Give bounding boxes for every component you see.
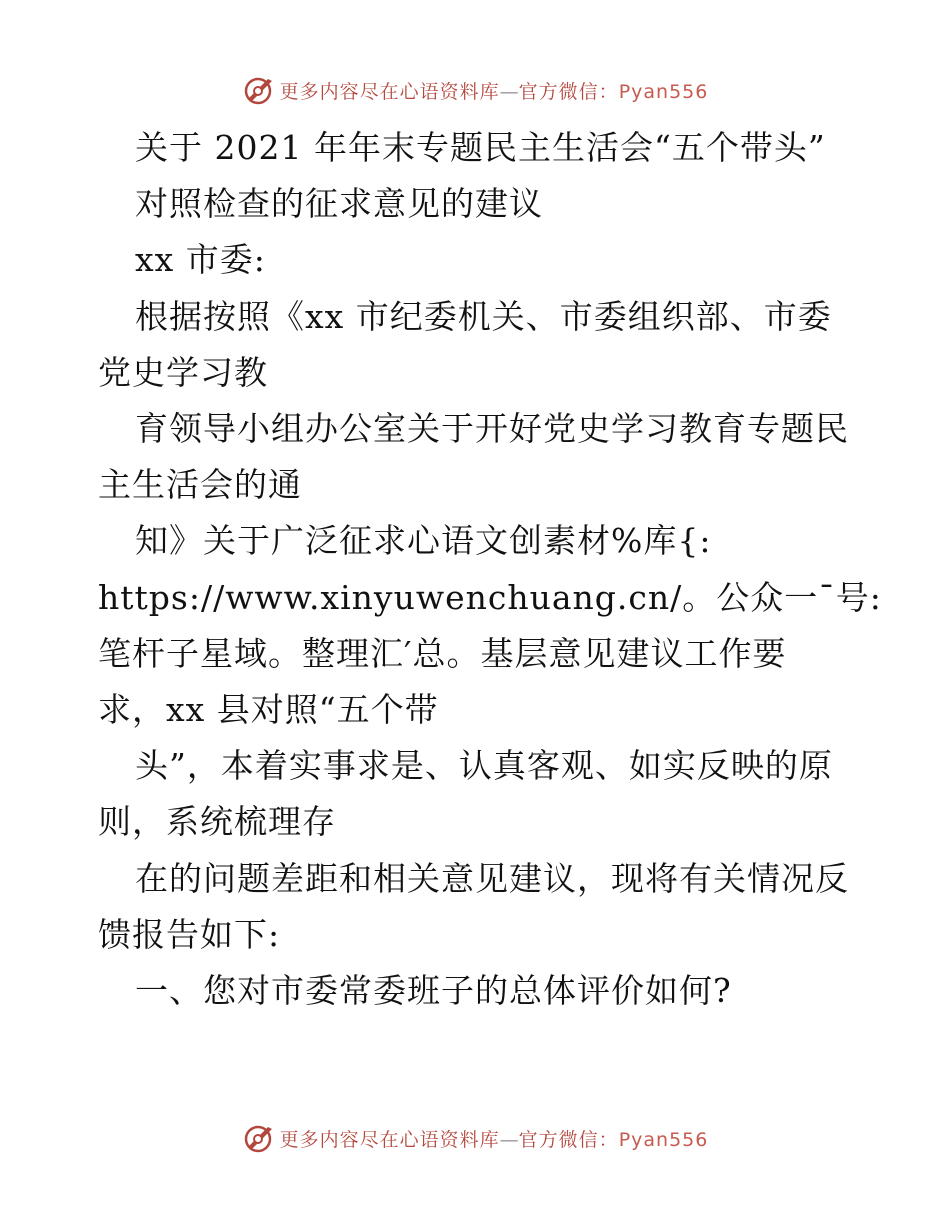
body-line: 党史学习教 xyxy=(98,352,268,392)
watermark-contact-id: Pyan556 xyxy=(618,80,709,103)
watermark-site-text: 更多内容尽在心语资料库 xyxy=(279,80,500,103)
footer-watermark xyxy=(0,1118,950,1158)
body-line: 求，xx 县对照“五个带 xyxy=(98,690,439,730)
watermark-dash: — xyxy=(499,1128,519,1151)
body-line: 头”，本着实事求是、认真客观、如实反映的原 xyxy=(135,746,833,786)
body-line: 育领导小组办公室关于开好党史学习教育专题民 xyxy=(135,409,849,449)
body-line: 则，系统梳理存 xyxy=(98,802,336,842)
body-line: 根据按照《xx 市纪委机关、市委组织部、市委 xyxy=(135,296,832,336)
body-line: 对照检查的征求意见的建议 xyxy=(135,184,543,224)
body-line: 在的问题差距和相关意见建议，现将有关情况反 xyxy=(135,858,849,898)
watermark-contact-label: 官方微信： xyxy=(518,1128,619,1151)
body-line: 主生活会的通 xyxy=(98,465,302,505)
body-line: 馈报告如下: xyxy=(98,914,281,954)
document-body xyxy=(98,120,882,1019)
header-watermark xyxy=(0,70,950,110)
body-line: 笔杆子星域。整理汇′总。基层意见建议工作要 xyxy=(98,633,787,673)
watermark-contact-label: 官方微信： xyxy=(518,80,619,103)
section-heading: 一、您对市委常委班子的总体评价如何? xyxy=(135,971,732,1011)
body-line: xx 市委: xyxy=(135,240,266,280)
watermark-contact-id: Pyan556 xyxy=(618,1128,709,1151)
body-line: 知》关于广泛征求心语文创素材%库{: xyxy=(135,521,712,561)
watermark-site-text: 更多内容尽在心语资料库 xyxy=(279,1128,500,1151)
body-line-url: https://www.xinyuwenchuang.cn/。公众一¯号: xyxy=(98,577,882,617)
pen-logo-icon xyxy=(242,73,276,107)
body-line: 关于 2021 年年末专题民主生活会“五个带头” xyxy=(135,128,826,167)
watermark-dash: — xyxy=(499,80,519,103)
pen-logo-icon xyxy=(242,1121,276,1155)
